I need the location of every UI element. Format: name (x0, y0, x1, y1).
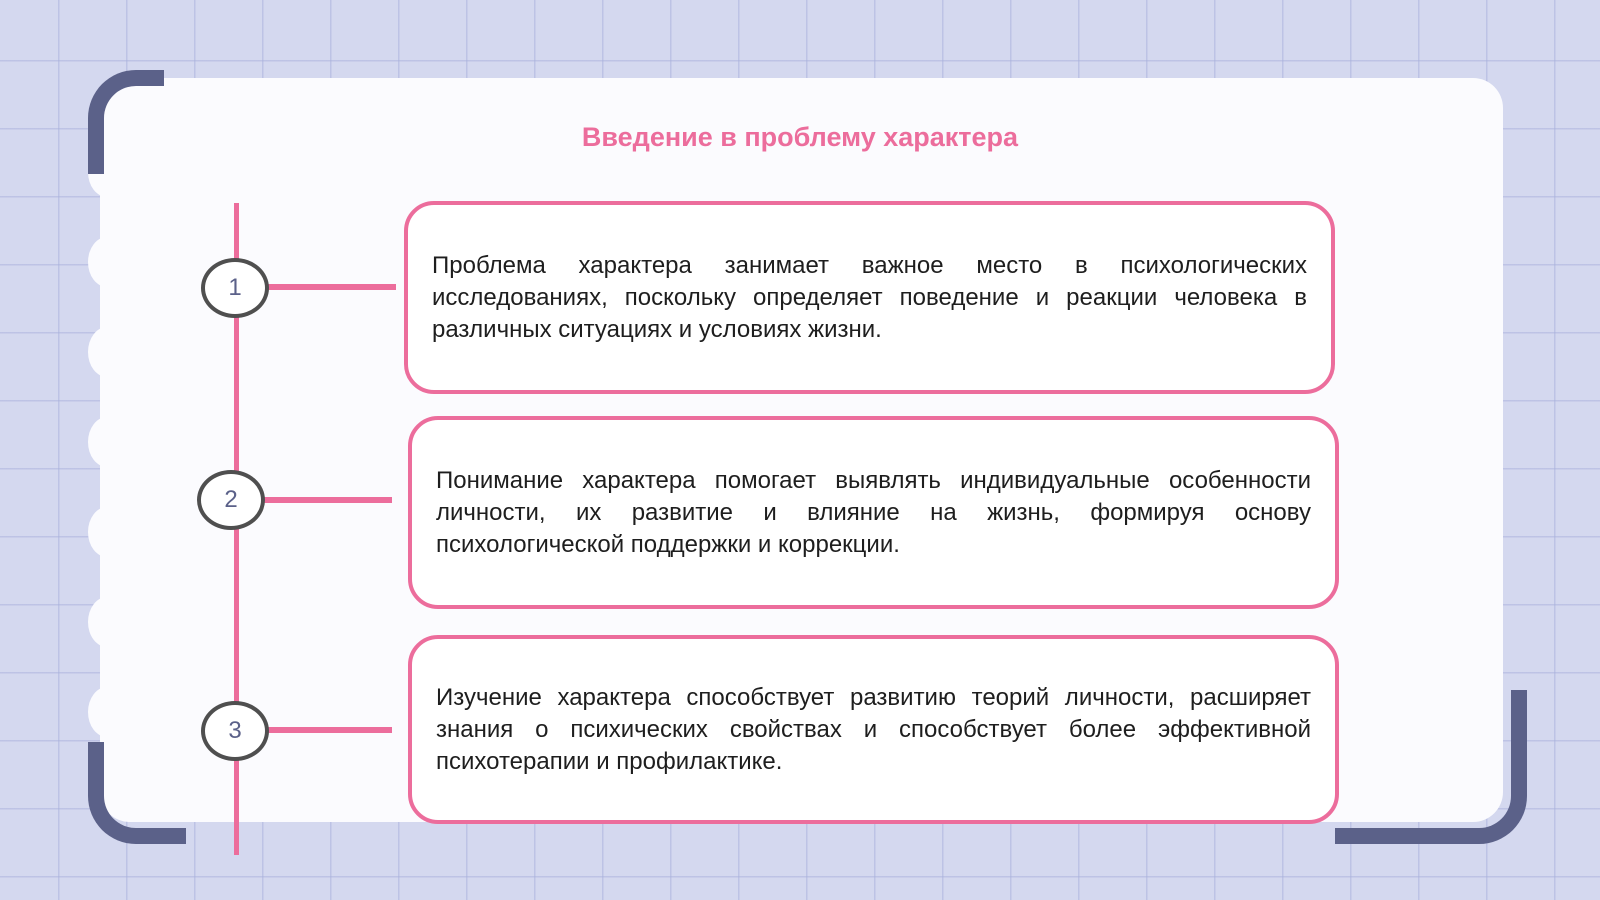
connector-3 (266, 727, 392, 733)
connector-1 (266, 284, 396, 290)
card-text-1: Проблема характера занимает важное место в психологических исследованиях, поскольку определяет поведение и реакции человека в различных ситуациях и условиях жизни. (432, 251, 1307, 343)
frame-corner-bottom-left (88, 742, 186, 844)
sheet-scallop (88, 687, 126, 737)
card-text-3: Изучение характера способствует развитию теорий личности, расширяет знания о психических свойствах и способствует более эффективной психотерапии и профилактике. (436, 683, 1311, 775)
step-number-2: 2 (197, 470, 265, 530)
step-number-1: 1 (201, 258, 269, 318)
card-text-2: Понимание характера помогает выявлять индивидуальные особенности личности, их развитие и влияние на жизнь, формируя основу психологической поддержки и коррекции. (436, 466, 1311, 558)
sheet-scallop (88, 237, 126, 287)
frame-corner-top-left (88, 70, 164, 174)
sheet-scallop (88, 417, 126, 467)
step-number-3: 3 (201, 701, 269, 761)
slide-title: Введение в проблему характера (581, 122, 1019, 152)
connector-2 (262, 497, 392, 503)
frame-corner-bottom-right (1335, 690, 1527, 844)
sheet-scallop (88, 507, 126, 557)
info-card-2 (408, 416, 1339, 609)
info-card-1 (404, 201, 1335, 394)
info-card-3 (408, 635, 1339, 824)
sheet-scallop (88, 597, 126, 647)
sheet-scallop (88, 327, 126, 377)
